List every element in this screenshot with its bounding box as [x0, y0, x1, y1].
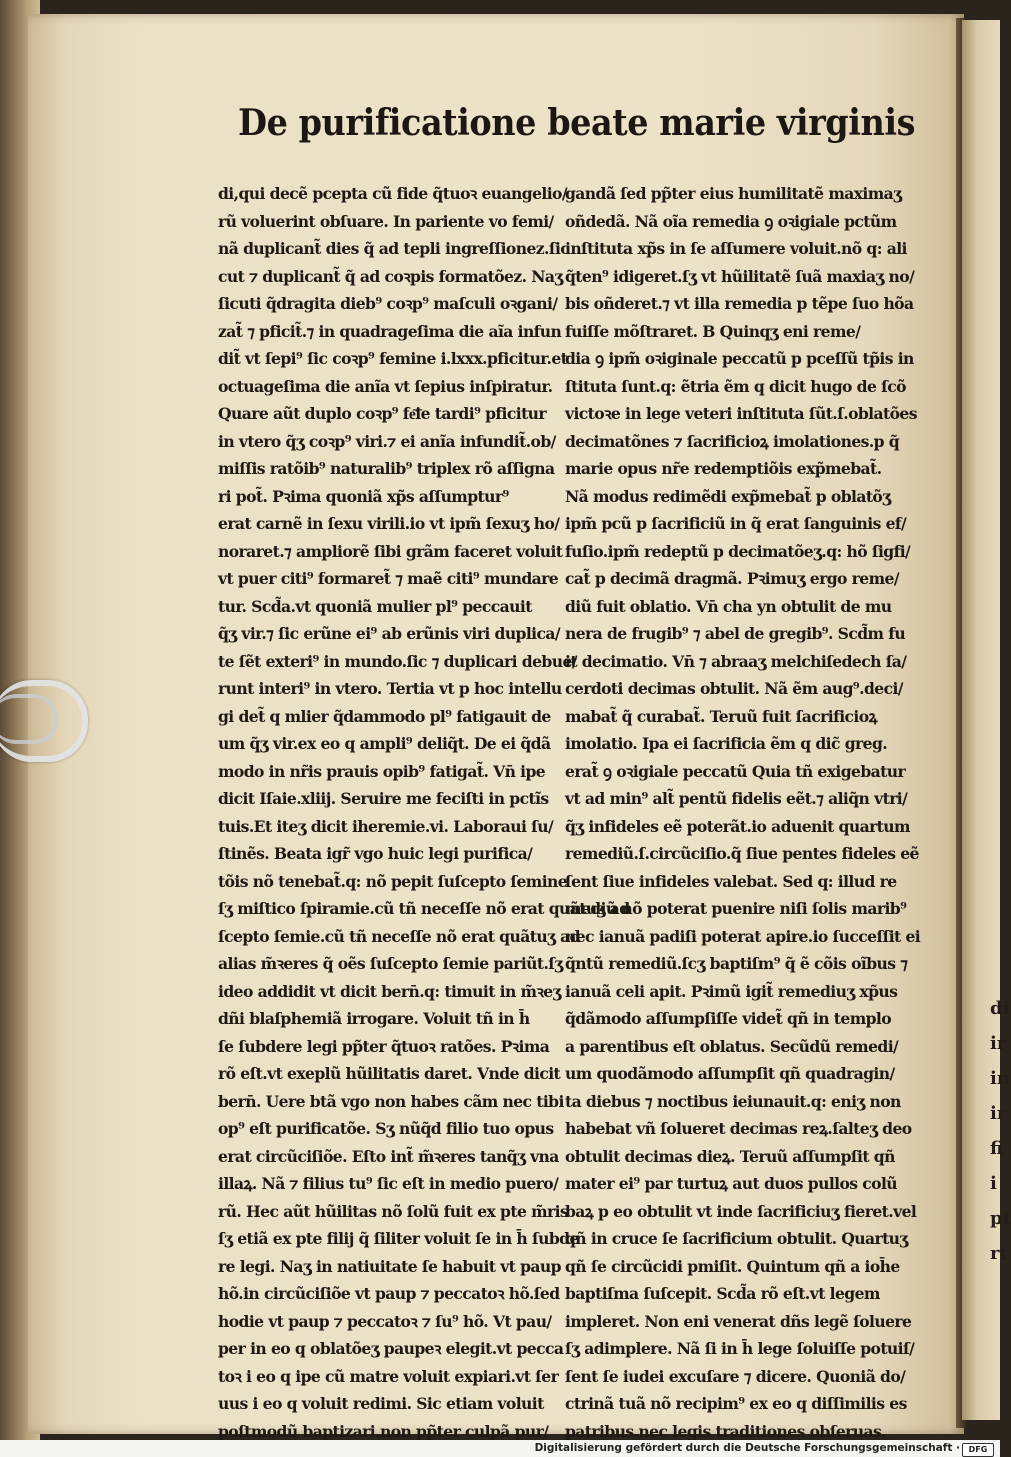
text-line: ipm̃ pcũ p ſacrificiũ in q̃ erat ſanguinis ef/ [565, 514, 907, 533]
dfg-logo: DFG [962, 1443, 994, 1457]
text-line: vt puer citi⁹ formaret̃ ⁊ maẽ citi⁹ mundare [218, 569, 559, 588]
text-line: tõis nõ tenebat̃.q: nõ pepit ſuſcepto ſemine [218, 871, 568, 891]
facing-page-text-fragment: in [990, 1068, 1010, 1089]
text-line: ta diebus ⁊ noctibus ieiunauit.q: eniʒ non [565, 1091, 901, 1111]
text-line: mater ei⁹ par turtuꝝ aut duos pullos colũ [565, 1174, 898, 1193]
text-line: erat carnẽ in ſexu virili.io vt ipm̃ ſexuʒ ho/ [218, 514, 560, 533]
text-line: re legi. Naʒ in natiuitate ſe habuit vt paup [218, 1256, 561, 1276]
text-line: octuageſima die anĩa vt ſepius inſpiratur. [218, 376, 553, 396]
page-heading: De purificatione beate marie virginis [238, 102, 916, 144]
text-line: Quare aũt duplo coꝛp⁹ fe͞ie tardi⁹ pficitur [218, 404, 547, 423]
text-line: um quodãmodo aſſumpſit qñ quadragin/ [565, 1064, 895, 1083]
text-line: op⁹ eſt purificatõe. Sʒ nũq̃d filio tuo opus [218, 1119, 554, 1138]
text-line: cut ⁊ duplicant̃ q̃ ad coꝛpis formatõez. Naʒ [218, 266, 563, 286]
facing-page-text-fragment: ir [990, 1103, 1007, 1124]
text-line: fuſio.ipm̃ redeptũ p decimatõeʒ.q: hõ ſigfi/ [565, 541, 911, 561]
text-line: rũ voluerint obſuare. In pariente vo femi/ [218, 211, 554, 231]
text-line: obtulit decimas dieꝝ. Teruũ aſſumpſit qñ [565, 1146, 895, 1166]
text-line: toꝛ i eo q ipe cũ matre voluit expiari.vt ſer [218, 1366, 559, 1386]
facing-page-text-fragment: i [990, 1173, 997, 1194]
text-line: diũ fuit oblatio. Vn̄ cha yn obtulit de mu [565, 596, 892, 616]
facing-page-text-fragment: ir [990, 1033, 1007, 1054]
text-line: di,qui decẽ pcepta cũ fide q̃tuoꝛ euangelio/ [218, 184, 567, 203]
text-line: mabat̃ q̃ curabat̃. Teruũ fuit ſacrificioꝝ [565, 706, 877, 726]
text-line: dia ꝯ ipm̃ oꝛiginale peccatũ p pceſſũ tp̃is in [565, 349, 914, 368]
text-column-right [565, 180, 921, 1445]
text-line: ſʒ miſtico ſpiramie.cũ tñ neceſſe nõ erat quãtuʒ ad [218, 899, 630, 918]
text-line: nec ianuã padiſi poterat apire.io ſucceſſit ei [565, 926, 921, 946]
text-line: zat̃ ⁊ pficit̃.⁊ in quadrageſima die aĩa infun [218, 321, 562, 341]
text-line: q̃ʒ infideles eẽ poterãt.io aduenit quartum [565, 816, 910, 836]
text-line: alias m̃ꝛeres q̃ oẽs ſuſcepto ſemie pariũt.ſʒ [218, 954, 563, 973]
text-line: mediũ nõ poterat puenire niſi ſolis marib⁹ [565, 899, 907, 918]
text-line: it decimatio. Vn̄ ⁊ abraaʒ melchiſedech ſa/ [565, 651, 907, 671]
text-line: ſʒ adimplere. Nã ſi in h̄ lege ſoluiſſe potuiſ/ [565, 1339, 915, 1358]
facing-page-text-fragment: pt [990, 1208, 1011, 1229]
text-line: baꝝ p eo obtulit vt inde ſacrificiuʒ fieret.vel [565, 1201, 917, 1221]
text-line: per in eo q oblatõeʒ paupeꝛ elegit.vt pecca [218, 1339, 564, 1358]
text-line: ſtituta ſunt.q: ẽtria ẽm q dicit hugo de ſcõ [565, 376, 906, 396]
text-line: ſent ſe iudei excuſare ⁊ dicere. Quoniã do/ [565, 1366, 906, 1386]
text-line: gandã ſed pp̃ter eius humilitatẽ maximaʒ [565, 184, 902, 203]
text-line: habebat vñ ſolueret decimas reꝝ.ſalteʒ deo [565, 1119, 912, 1138]
text-line: noraret.⁊ ampliorẽ ſibi grãm faceret voluit [218, 541, 563, 561]
text-line: q̃ʒ vir.⁊ ſic erũne ei⁹ ab erũnis viri duplica/ [218, 624, 561, 643]
text-line: dit̃ vt ſepi⁹ ſic coꝛp⁹ femine i.lxxx.pficitur.et [218, 349, 568, 368]
text-line: marie opus nr̃e redemptiõis exp̃mebat̃. [565, 459, 882, 478]
text-line: erat circũciſiõe. Eſto int̃ m̃ꝛeres tanq̃ʒ vna [218, 1146, 559, 1166]
text-line: ſicuti q̃dragita dieb⁹ coꝛp⁹ maſculi oꝛgani/ [218, 294, 558, 313]
text-line: ri pot̃. Pꝛima quoniã xp̃s aſſumptur⁹ [218, 486, 509, 506]
text-column-left [218, 180, 630, 1445]
text-line: victoꝛe in lege veteri inſtituta ſũt.ſ.oblatões [565, 404, 917, 423]
text-line: Nã modus redimẽdi exp̃mebat̃ p oblatõʒ [565, 486, 891, 506]
text-line: impleret. Non eni venerat dñs legẽ ſoluere [565, 1311, 912, 1331]
text-line: cerdoti decimas obtulit. Nã ẽm aug⁹.deci/ [565, 679, 903, 698]
text-line: rũ. Hec aũt hũilitas nõ ſolũ fuit ex pte m̃ris [218, 1201, 569, 1221]
text-line: ſent ſiue infideles valebat. Sed q: illud re [565, 871, 897, 891]
text-line: miſſis ratõib⁹ naturalib⁹ triplex rõ aſſigna [218, 459, 555, 478]
text-line: rõ eſt.vt exeplũ hũilitatis daret. Vnde dicit [218, 1064, 561, 1083]
text-line: fuiſſe mõſtraret. B Quinqʒ eni reme/ [565, 321, 861, 341]
text-line: poſtmodũ baptizari.non pp̃ter culpã pur/ [218, 1421, 549, 1441]
text-line: baptiſma ſuſcepit. Scd̃a rõ eſt.vt legem [565, 1284, 880, 1303]
text-line: nera de frugib⁹ ⁊ abel de gregib⁹. Scd̃m fu [565, 624, 906, 643]
text-line: ſtinẽs. Beata igr̃ vgo huic legi purifica/ [218, 844, 533, 863]
text-line: oñdedã. Nã oĩa remedia ꝯ oꝛigiale pctũm [565, 211, 897, 231]
text-line: dicit Iſaie.xliij. Seruire me feciſti in pctĩs [218, 789, 549, 808]
facing-page-text-fragment: rt [990, 1243, 1008, 1264]
text-line: remediũ.ſ.circũciſio.q̃ ſiue pentes fideles eẽ [565, 844, 919, 863]
text-line: um q̃ʒ vir.ex eo q ampli⁹ deliq̃t. De ei q̃dã [218, 734, 551, 753]
text-line: in vtero q̃ʒ coꝛp⁹ viri.⁊ ei anĩa infundit̃.ob/ [218, 431, 556, 451]
text-line: uus i eo q voluit redimi. Sic etiam voluit [218, 1394, 544, 1413]
text-line: erat̃ ꝯ oꝛigiale peccatũ Quia tñ exigebatur [565, 761, 906, 781]
text-line: inſtituta xp̃s in ſe aſſumere voluit.nõ q: ali [565, 239, 907, 258]
text-line: bern̄. Uere btã vgo non habes cãm nec tibi [218, 1091, 564, 1111]
text-line: gi det̃ q mlier q̃dammodo pl⁹ fatigauit de [218, 706, 551, 726]
text-line: nã duplicant̃ dies q̃ ad tepli ingreſſionez.ſic [218, 239, 570, 258]
text-line: bis oñderet.⁊ vt illa remedia p tẽpe ſuo hõa [565, 294, 914, 313]
footer-credit: Digitalisierung gefördert durch die Deutsche Forschungsgemeinschaft · [534, 1442, 960, 1454]
text-line: ſcepto ſemie.cũ tñ neceſſe nõ erat quãtuʒ ad [218, 926, 580, 946]
text-line: tur. Scd̃a.vt quoniã mulier pl⁹ peccauit [218, 596, 532, 616]
text-line: qñ ſe circũcidi pmiſit. Quintum qñ a ioh̄e [565, 1256, 900, 1276]
text-line: ctrinã tuã nõ recipim⁹ ex eo q diſſimilis es [565, 1394, 907, 1413]
text-line: hodie vt paup ⁊ peccatoꝛ ⁊ ſu⁹ hõ. Vt pau/ [218, 1311, 552, 1331]
text-line: qñ in cruce ſe ſacrificium obtulit. Quartuʒ [565, 1229, 908, 1248]
text-line: modo in nr̃is prauis opib⁹ fatigat̃. Vn̄ ipe [218, 761, 546, 781]
facing-page-text-fragment: di [990, 998, 1010, 1019]
text-line: ianuã celi apit. Pꝛimũ igit̃ remediuʒ xp̃us [565, 981, 898, 1001]
text-line: imolatio. Ipa ei ſacrificia ẽm q dic̃ greg. [565, 734, 888, 753]
text-line: ideo addidit vt dicit bern̄.q: timuit in m̃ꝛeʒ [218, 981, 561, 1001]
text-line: q̃ntũ remediũ.ſcʒ baptiſm⁹ q̃ ẽ cõis oĩbus ⁊ [565, 954, 908, 973]
facing-page-edge [962, 20, 1011, 1420]
text-line: runt interi⁹ in vtero. Tertia vt p hoc intellu [218, 679, 562, 698]
text-line: cat̃ p decimã dragmã. Pꝛimuʒ ergo reme/ [565, 569, 899, 588]
text-line: decimatõnes ⁊ ſacrificioꝝ imolationes.p q̃ [565, 431, 900, 451]
text-line: ſe ſubdere legi pp̃ter q̃tuoꝛ ratões. Pꝛima [218, 1036, 550, 1056]
text-line: hõ.in circũciſiõe vt paup ⁊ peccatoꝛ hõ.ſed [218, 1284, 560, 1303]
text-line: dñi blaſphemiã irrogare. Voluit tñ in h̄ [218, 1009, 530, 1028]
text-line: a parentibus eſt oblatus. Secũdũ remedi/ [565, 1036, 899, 1056]
text-line: illaꝝ. Nã ⁊ filius tu⁹ ſic eſt in medio puero/ [218, 1174, 559, 1193]
text-line: patribus.nec legis traditiones obſeruas. [565, 1421, 887, 1441]
text-line: tuis.Et iteʒ dicit iheremie.vi. Laboraui ſu/ [218, 816, 554, 836]
text-line: ſʒ etiã ex pte filij q̃ ſiliter voluit ſe in h̄ ſubde [218, 1229, 579, 1248]
text-line: te ſẽt exteri⁹ in mundo.ſic ⁊ duplicari debue/ [218, 651, 577, 671]
paper-clip-inner [0, 694, 58, 744]
facing-page-text-fragment: fi [990, 1138, 1004, 1159]
text-line: vt ad min⁹ alt̃ pentũ fidelis eẽt.⁊ aliq̃n vtri/ [565, 789, 908, 808]
text-line: q̃dãmodo aſſumpſiſſe videt̃ qñ in templo [565, 1009, 892, 1028]
text-line: q̃ten⁹ idigeret.ſʒ vt hũilitatẽ ſuã maxiaʒ no/ [565, 266, 915, 286]
